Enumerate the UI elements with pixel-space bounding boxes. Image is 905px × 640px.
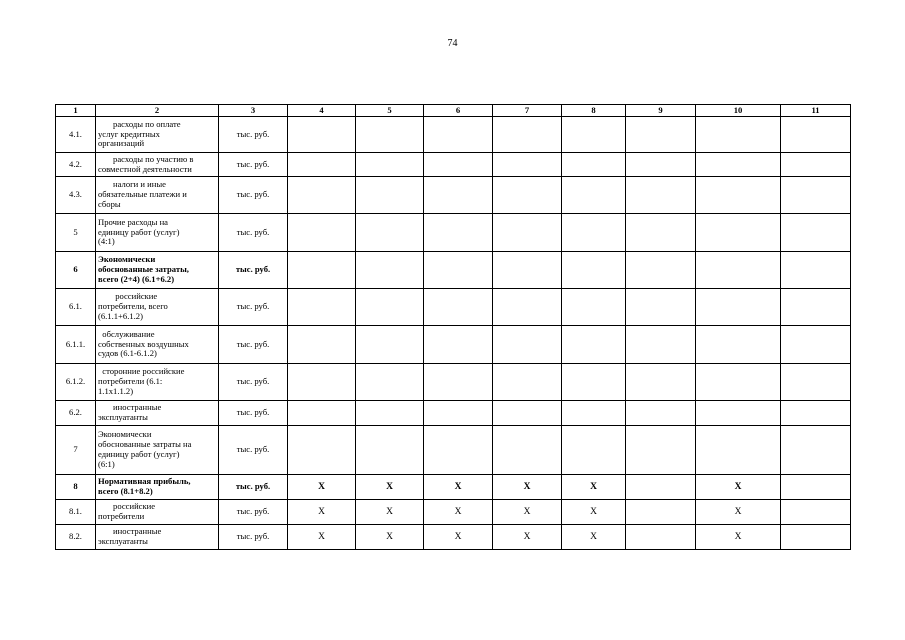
value-cell <box>781 525 851 550</box>
column-header: 9 <box>626 105 696 117</box>
value-cell <box>781 252 851 289</box>
column-header: 10 <box>696 105 781 117</box>
value-cell <box>696 364 781 401</box>
row-name: сторонние российские потребители (6.1: 1.1x1.1.2) <box>96 364 219 401</box>
value-cell <box>696 252 781 289</box>
row-name: иностранные эксплуатанты <box>96 525 219 550</box>
column-header: 2 <box>96 105 219 117</box>
value-cell <box>626 525 696 550</box>
row-name: Прочие расходы на единицу работ (услуг) (4:1) <box>96 214 219 252</box>
row-name: расходы по оплате услуг кредитных организаций <box>96 117 219 153</box>
value-cell <box>356 214 424 252</box>
value-cell <box>781 214 851 252</box>
row-name: Экономически обоснованные затраты, всего (2+4) (6.1+6.2) <box>96 252 219 289</box>
row-unit: тыс. руб. <box>219 289 288 326</box>
value-cell <box>696 153 781 177</box>
value-cell <box>493 426 562 475</box>
row-number: 6 <box>56 252 96 289</box>
value-cell <box>493 252 562 289</box>
table-row <box>56 525 851 550</box>
value-cell <box>562 326 626 364</box>
row-unit: тыс. руб. <box>219 177 288 214</box>
table-row <box>56 364 851 401</box>
value-cell <box>356 153 424 177</box>
value-cell <box>562 117 626 153</box>
column-header: 4 <box>288 105 356 117</box>
value-cell <box>493 326 562 364</box>
value-cell <box>288 401 356 426</box>
value-cell <box>626 326 696 364</box>
row-number: 4.3. <box>56 177 96 214</box>
value-cell <box>356 117 424 153</box>
row-unit: тыс. руб. <box>219 426 288 475</box>
value-cell <box>781 289 851 326</box>
value-cell: X <box>493 525 562 550</box>
value-cell <box>493 153 562 177</box>
value-cell <box>493 214 562 252</box>
value-cell <box>356 252 424 289</box>
column-header: 5 <box>356 105 424 117</box>
value-cell <box>424 289 493 326</box>
row-name: обслуживание собственных воздушных судов (6.1-6.1.2) <box>96 326 219 364</box>
value-cell <box>696 326 781 364</box>
row-unit: тыс. руб. <box>219 364 288 401</box>
value-cell <box>696 214 781 252</box>
value-cell <box>562 252 626 289</box>
value-cell: X <box>424 475 493 500</box>
header-row <box>56 105 851 117</box>
value-cell <box>781 500 851 525</box>
value-cell <box>781 117 851 153</box>
row-unit: тыс. руб. <box>219 153 288 177</box>
value-cell: X <box>288 500 356 525</box>
value-cell <box>288 326 356 364</box>
value-cell <box>288 426 356 475</box>
value-cell: X <box>562 475 626 500</box>
row-name: Нормативная прибыль, всего (8.1+8.2) <box>96 475 219 500</box>
value-cell: X <box>562 525 626 550</box>
table-row <box>56 177 851 214</box>
value-cell: X <box>424 500 493 525</box>
value-cell: X <box>288 525 356 550</box>
value-cell <box>562 364 626 401</box>
row-number: 8.1. <box>56 500 96 525</box>
value-cell <box>424 117 493 153</box>
value-cell <box>696 117 781 153</box>
row-number: 4.2. <box>56 153 96 177</box>
table-row <box>56 153 851 177</box>
row-number: 6.1.1. <box>56 326 96 364</box>
value-cell <box>626 214 696 252</box>
value-cell <box>288 214 356 252</box>
page-number: 74 <box>447 38 458 49</box>
value-cell <box>288 364 356 401</box>
value-cell: X <box>356 500 424 525</box>
row-unit: тыс. руб. <box>219 252 288 289</box>
value-cell <box>356 326 424 364</box>
row-name: российские потребители, всего (6.1.1+6.1.2) <box>96 289 219 326</box>
value-cell <box>626 289 696 326</box>
value-cell: X <box>696 500 781 525</box>
row-number: 4.1. <box>56 117 96 153</box>
value-cell: X <box>696 475 781 500</box>
row-unit: тыс. руб. <box>219 326 288 364</box>
value-cell <box>562 153 626 177</box>
value-cell: X <box>493 475 562 500</box>
value-cell <box>696 401 781 426</box>
value-cell: X <box>562 500 626 525</box>
value-cell <box>781 401 851 426</box>
value-cell <box>356 401 424 426</box>
table-row <box>56 426 851 475</box>
row-name: расходы по участию в совместной деятельности <box>96 153 219 177</box>
value-cell <box>288 289 356 326</box>
row-name: российские потребители <box>96 500 219 525</box>
value-cell <box>493 364 562 401</box>
value-cell <box>288 153 356 177</box>
column-header: 6 <box>424 105 493 117</box>
value-cell <box>696 177 781 214</box>
column-header: 7 <box>493 105 562 117</box>
value-cell <box>562 177 626 214</box>
row-number: 8 <box>56 475 96 500</box>
value-cell <box>493 117 562 153</box>
column-header: 11 <box>781 105 851 117</box>
value-cell: X <box>356 475 424 500</box>
value-cell <box>626 364 696 401</box>
table-row <box>56 252 851 289</box>
value-cell <box>493 401 562 426</box>
table-row <box>56 117 851 153</box>
value-cell <box>424 214 493 252</box>
value-cell <box>356 426 424 475</box>
value-cell <box>696 289 781 326</box>
table-row <box>56 289 851 326</box>
table-row <box>56 475 851 500</box>
value-cell <box>781 364 851 401</box>
value-cell <box>696 426 781 475</box>
row-number: 5 <box>56 214 96 252</box>
row-name: налоги и иные обязательные платежи и сборы <box>96 177 219 214</box>
value-cell <box>424 364 493 401</box>
value-cell <box>493 177 562 214</box>
value-cell <box>356 289 424 326</box>
value-cell <box>356 177 424 214</box>
value-cell: X <box>288 475 356 500</box>
value-cell <box>424 401 493 426</box>
value-cell <box>562 289 626 326</box>
table-row <box>56 214 851 252</box>
value-cell <box>626 475 696 500</box>
value-cell: X <box>424 525 493 550</box>
row-number: 7 <box>56 426 96 475</box>
value-cell <box>424 177 493 214</box>
value-cell <box>626 252 696 289</box>
table-row <box>56 326 851 364</box>
value-cell <box>562 214 626 252</box>
row-unit: тыс. руб. <box>219 475 288 500</box>
row-unit: тыс. руб. <box>219 214 288 252</box>
column-header: 8 <box>562 105 626 117</box>
table-row <box>56 401 851 426</box>
value-cell <box>626 117 696 153</box>
value-cell <box>781 177 851 214</box>
row-number: 6.2. <box>56 401 96 426</box>
value-cell <box>626 426 696 475</box>
value-cell: X <box>493 500 562 525</box>
value-cell <box>562 426 626 475</box>
value-cell <box>493 289 562 326</box>
value-cell <box>288 177 356 214</box>
row-unit: тыс. руб. <box>219 117 288 153</box>
value-cell: X <box>356 525 424 550</box>
value-cell <box>356 364 424 401</box>
value-cell <box>424 326 493 364</box>
row-name: иностранные эксплуатанты <box>96 401 219 426</box>
row-number: 6.1.2. <box>56 364 96 401</box>
cost-table <box>55 104 851 550</box>
value-cell <box>781 475 851 500</box>
column-header: 3 <box>219 105 288 117</box>
value-cell <box>288 252 356 289</box>
row-unit: тыс. руб. <box>219 500 288 525</box>
row-unit: тыс. руб. <box>219 401 288 426</box>
value-cell <box>626 401 696 426</box>
row-number: 8.2. <box>56 525 96 550</box>
value-cell: X <box>696 525 781 550</box>
column-header: 1 <box>56 105 96 117</box>
row-name: Экономически обоснованные затраты на единицу работ (услуг) (6:1) <box>96 426 219 475</box>
table-row <box>56 500 851 525</box>
value-cell <box>626 500 696 525</box>
value-cell <box>288 117 356 153</box>
value-cell <box>562 401 626 426</box>
value-cell <box>424 252 493 289</box>
value-cell <box>781 426 851 475</box>
value-cell <box>781 153 851 177</box>
value-cell <box>424 153 493 177</box>
value-cell <box>424 426 493 475</box>
value-cell <box>626 153 696 177</box>
value-cell <box>781 326 851 364</box>
row-unit: тыс. руб. <box>219 525 288 550</box>
value-cell <box>626 177 696 214</box>
row-number: 6.1. <box>56 289 96 326</box>
